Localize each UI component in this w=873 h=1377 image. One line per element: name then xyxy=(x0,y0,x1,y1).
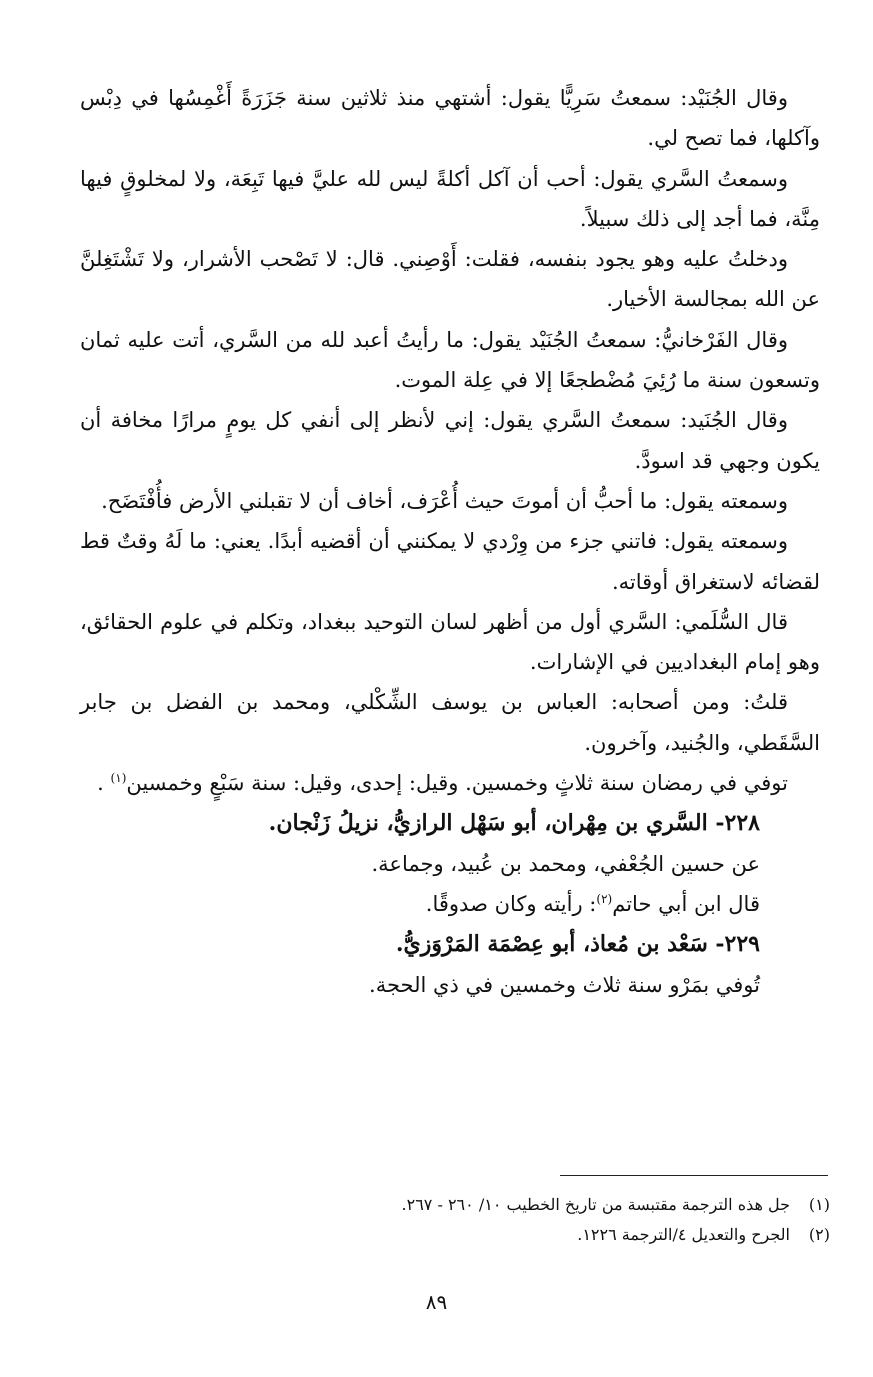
main-text xyxy=(80,78,820,1005)
page-number: ٨٩ xyxy=(425,1290,448,1314)
footnote-text: الجرح والتعديل ٤/الترجمة ١٢٢٦. xyxy=(577,1225,790,1244)
entry-229-heading: ٢٢٩- سَعْد بن مُعاذ، أبو عِصْمَة المَرْوَزيُّ. xyxy=(395,931,760,958)
entry-228-heading: ٢٢٨- السَّري بن مِهْران، أبو سَهْل الرازيُّ، نزيلُ زَنْجان. xyxy=(268,810,760,837)
death-end: . xyxy=(97,771,104,796)
paragraph: وسمعته يقول: ما أحبُّ أن أموتَ حيث أُعْرَف، أخاف أن لا تقبلني الأرض فأُفْتَضَح. xyxy=(101,488,788,513)
footnote-ref-1[interactable]: (١) xyxy=(110,771,127,786)
death-text: توفي في رمضان سنة ثلاثٍ وخمسين. وقيل: إحدى، وقيل: سنة سَبْعٍ وخمسين xyxy=(126,771,788,796)
paragraph: وقال الفَرْخانيُّ: سمعتُ الجُنَيْد يقول: ما رأيتُ أعبد لله من السَّري، أتت عليه ثمان وتسعون سنة ما رُئِيَ مُضْطجعًا إلا في عِلة الموت. xyxy=(80,327,820,393)
paragraph: وسمعتُ السَّري يقول: أحب أن آكل أكلةً ليس لله عليَّ فيها تَبِعَة، ولا لمخلوقٍ فيها مِنَّة، فما أجد إلى ذلك سبيلاً. xyxy=(80,166,820,231)
paragraph: وسمعته يقول: فاتني جزء من وِرْدي لا يمكنني أن أقضيه أبدًا. يعني: ما لَهُ وقتٌ قط لقضائه لاستغراق أوقاته. xyxy=(80,529,820,594)
entry-228-line xyxy=(80,884,820,924)
entry-228-quote: : رأيته وكان صدوقًا. xyxy=(425,891,597,916)
footnote-ref-2[interactable]: (٢) xyxy=(596,891,613,906)
entry-228-line: عن حسين الجُعْفي، ومحمد بن عُبيد، وجماعة. xyxy=(371,851,760,876)
footnote-number: (١) xyxy=(808,1195,830,1214)
entry-228-source: قال ابن أبي حاتم xyxy=(612,891,760,916)
paragraph: وقال الجُنَيْد: سمعتُ سَرِيًّا يقول: أشتهي منذ ثلاثين سنة جَزَرَةً أَغْمِسُها في دِبْس وآكلها، فما تصح لي. xyxy=(80,86,820,151)
death-paragraph xyxy=(80,763,820,803)
footnote-text: جل هذه الترجمة مقتبسة من تاريخ الخطيب ١٠/ ٢٦٠ - ٢٦٧. xyxy=(401,1195,790,1214)
paragraph: وقال الجُنَيد: سمعتُ السَّري يقول: إني لأنظر إلى أنفي كل يومٍ مرارًا مخافة أن يكون وجهي قد اسودَّ. xyxy=(80,408,820,473)
footnotes xyxy=(80,1190,830,1250)
entry-229-line: تُوفي بمَرْو سنة ثلاث وخمسين في ذي الحجة. xyxy=(369,972,760,997)
footnote-number: (٢) xyxy=(808,1225,830,1244)
paragraph: ودخلتُ عليه وهو يجود بنفسه، فقلت: أَوْصِني. قال: لا تَصْحب الأشرار، ولا تَشْتَغِلنَّ عن الله بمجالسة الأخيار. xyxy=(80,247,820,312)
footnote-item xyxy=(80,1190,830,1220)
footnote-divider xyxy=(560,1175,828,1176)
paragraph: قلتُ: ومن أصحابه: العباس بن يوسف الشِّكْلي، ومحمد بن الفضل بن جابر السَّقَطي، والجُنيد، وآخرون. xyxy=(80,690,820,755)
paragraph: قال السُّلَمي: السَّري أول من أظهر لسان التوحيد ببغداد، وتكلم في علوم الحقائق، وهو إمام البغداديين في الإشارات. xyxy=(80,609,820,675)
footnote-item xyxy=(80,1220,830,1250)
